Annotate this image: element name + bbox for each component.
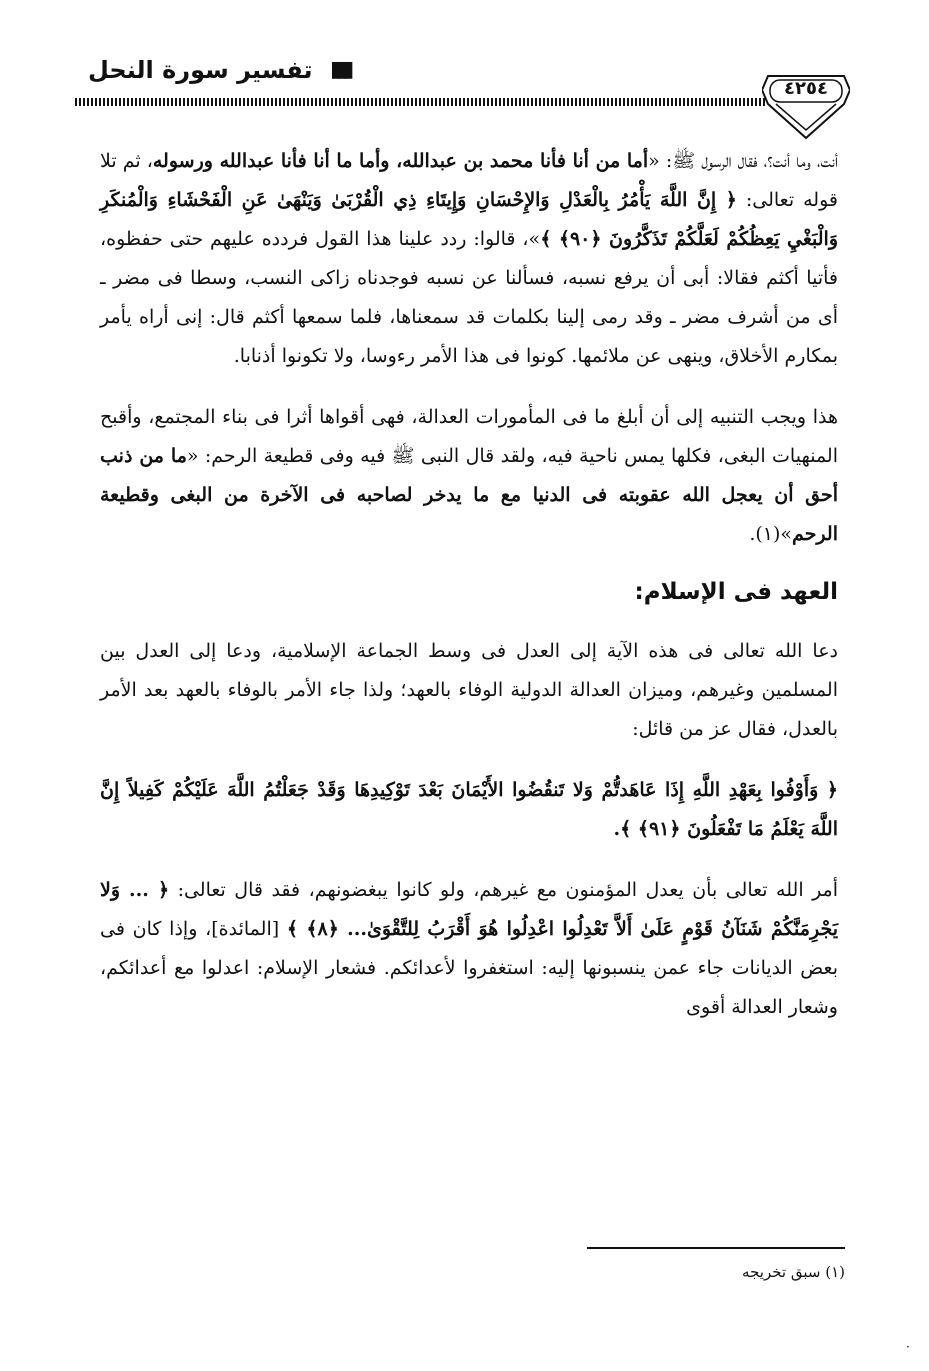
- paragraph-4-text: أمر الله تعالى بأن يعدل المؤمنون مع غيرهم، ولو كانوا يبغضونهم، فقد قال تعالى:: [169, 879, 839, 901]
- page-body: [100, 142, 838, 1027]
- header-rule: [75, 98, 765, 106]
- footnote-rule: [587, 1247, 845, 1249]
- paragraph-2-text: هذا ويجب التنبيه إلى أن أبلغ ما فى المأمورات العدالة، فهى أقواها أثرا فى بناء المجتمع، وأقبح المنهيات البغى، فكلها يمس ناحية فيه، ولقد قال النبى ﷺ فيه وفى قطيعة الرحم: «: [100, 406, 838, 467]
- paragraph-gap: [100, 376, 838, 398]
- page-number: ٤٢٥٤: [784, 78, 828, 99]
- paragraph-gap: [100, 749, 838, 771]
- paragraph-1-text: »، قالوا: ردد علينا هذا القول فردده عليهم حتى حفظوه، فأتيا أكثم فقالا: أبى أن يرفع نسبه، فسألنا عن نسبه فوجدناه زاكى النسب، وسطا فى مضر ـ أى من أشرف مضر ـ وقد رمى إلينا بكلمات قد سمعناها، فلما سمعها أكثم قال: إنى أراه يأمر بمكارم الأخلاق، وينهى عن ملائمها. كونوا فى هذا الأمر رءوسا، ولا تكونوا أذنابا.: [100, 228, 838, 367]
- section-heading: العهد فى الإسلام:: [634, 579, 838, 605]
- running-title: تفسير سورة النحل: [88, 56, 313, 84]
- paragraph-1-text: أنت، وما أنت؟، فقال الرسول ﷺ: «: [648, 150, 838, 172]
- paragraph-4: [100, 871, 838, 1027]
- footnote: (١) سبق تخريجه: [742, 1263, 845, 1281]
- hadith-quote: ما من ذنب أحق أن يعجل الله عقوبته فى الدنيا مع ما يدخر لصاحبه فى الآخرة من البغى وقطيعة الرحم: [100, 445, 838, 545]
- footnote-reference: »(١).: [749, 523, 793, 545]
- paragraph-2: [100, 398, 838, 554]
- paragraph-1-text: ، ثم تلا قوله تعالى:: [100, 150, 838, 211]
- paragraph-1: [100, 142, 838, 376]
- paragraph-4-text: [المائدة]، وإذا كان فى بعض الديانات جاء عمن ينسبونها إليه: استغفروا لأعدائكم. فشعار الإسلام: اعدلوا مع أعدائكم، وشعار العدالة أقوى: [100, 918, 838, 1018]
- ornament-mark: ▮▮▮: [330, 56, 349, 82]
- paragraph-gap: [100, 849, 838, 871]
- quran-verse-91: ﴿ وَأَوْفُوا بِعَهْدِ اللَّهِ إِذَا عَاهَدتُّمْ وَلا تَنقُضُوا الأَيْمَانَ بَعْدَ تَوْكِيدِهَا وَقَدْ جَعَلْتُمُ اللَّهَ عَلَيْكُمْ كَفِيلاً إِنَّ اللَّهَ يَعْلَمُ مَا تَفْعَلُونَ ﴿٩١﴾ ﴾.: [100, 779, 838, 840]
- quran-verse-8: ﴿ ... وَلا يَجْرِمَنَّكُمْ شَنَآنُ قَوْمٍ عَلَىٰ أَلاَّ تَعْدِلُوا اعْدِلُوا هُوَ أَقْرَبُ لِلتَّقْوَىٰ... ﴿٨﴾ ﴾: [100, 879, 838, 940]
- corner-mark: ·: [906, 1340, 910, 1354]
- paragraph-3: دعا الله تعالى فى هذه الآية إلى العدل فى وسط الجماعة الإسلامية، ودعا إلى العدل بين المسلمين وغيرهم، وميزان العدالة الدولية الوفاء بالعهد؛ ولذا جاء الأمر بالوفاء بالعهد بعد الأمر بالعدل، فقال عز من قائل:: [100, 640, 838, 740]
- hadith-quote: أما من أنا فأنا محمد بن عبدالله، وأما ما أنا فأنا عبدالله ورسوله: [152, 150, 649, 172]
- quran-verse-90: ﴿ إِنَّ اللَّهَ يَأْمُرُ بِالْعَدْلِ وَالإِحْسَانِ وَإِيتَاءِ ذِي الْقُرْبَىٰ وَيَنْهَىٰ عَنِ الْفَحْشَاءِ وَالْمُنكَرِ وَالْبَغْيِ يَعِظُكُمْ لَعَلَّكُمْ تَذَكَّرُونَ ﴿٩٠﴾ ﴾: [100, 189, 838, 250]
- page-header: [0, 0, 929, 140]
